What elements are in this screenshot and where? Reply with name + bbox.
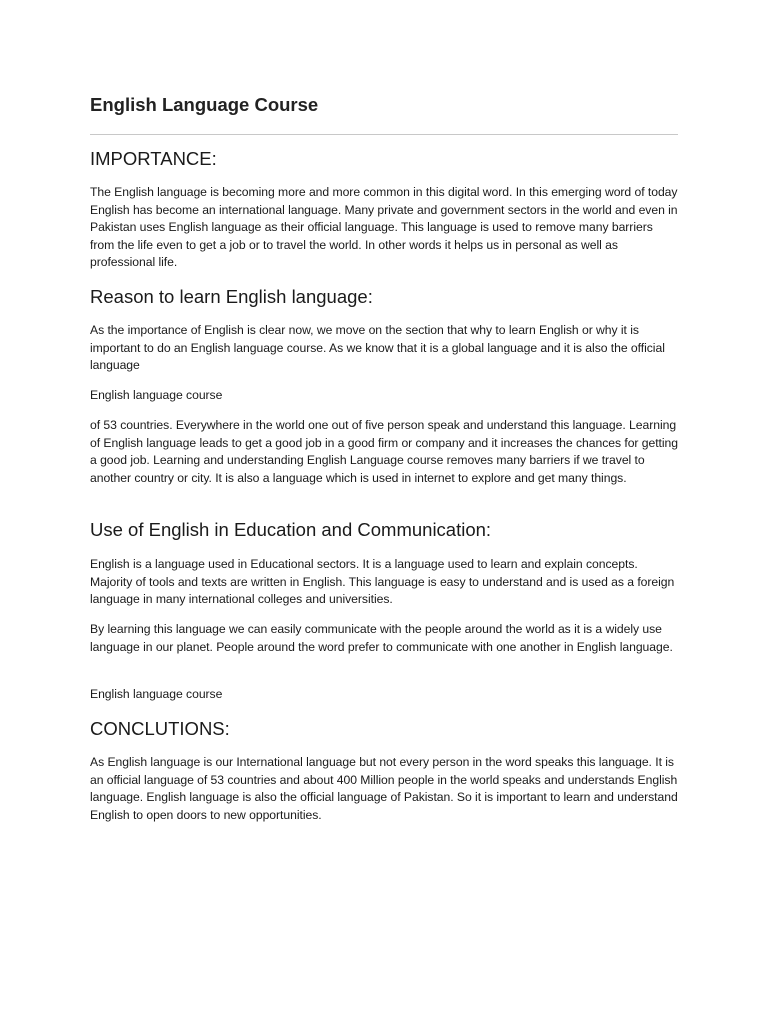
section-heading-importance: IMPORTANCE:: [90, 148, 217, 169]
section-heading-conclusions: CONCLUTIONS:: [90, 718, 230, 739]
paragraph-reason-countries: of 53 countries. Everywhere in the world one out of five person speak and understand this language. Learning of English language leads to get a good job in a good firm or company and it increases the chances for getting a good job. Learning and understanding English Language course removes many barriers if we travel to another country or city. It is also a language which is used in internet to explore and get many things.: [90, 418, 679, 485]
paragraph-communication: By learning this language we can easily communicate with the people around the world as it is a widely use language in our planet. People around the word prefer to communicate with one another in English language.: [90, 622, 673, 654]
paragraph-conclusions: As English language is our International language but not every person in the word speaks this language. It is an official language of 53 countries and about 400 Million people in the world speaks and understands English language. English language is also the official language of Pakistan. So it is important to learn and understand English to open doors to new opportunities.: [90, 755, 678, 822]
paragraph-importance: The English language is becoming more and more common in this digital word. In this emerging word of today English has become an international language. Many private and government sectors in the world and even in Pakistan uses English language as their official language. This language is used to remove many barriers from the life even to get a job or to travel the world. In other words it helps us in personal as well as professional life.: [90, 185, 678, 270]
title-divider: [90, 134, 678, 135]
document-title: English Language Course: [90, 94, 319, 115]
paragraph-education: English is a language used in Educational sectors. It is a language used to learn and explain concepts. Majority of tools and texts are written in English. This language is easy to understand and is used as a foreign language in many international colleges and universities.: [90, 557, 675, 607]
link-text-english-course-1: English language course: [90, 388, 223, 402]
paragraph-reason-intro: As the importance of English is clear now, we move on the section that why to learn English or why it is important to do an English language course. As we know that it is a global language and it is also the official language: [90, 323, 665, 373]
section-heading-reason: Reason to learn English language:: [90, 286, 373, 307]
link-text-english-course-2: English language course: [90, 687, 223, 701]
section-heading-education: Use of English in Education and Communication:: [90, 519, 492, 540]
